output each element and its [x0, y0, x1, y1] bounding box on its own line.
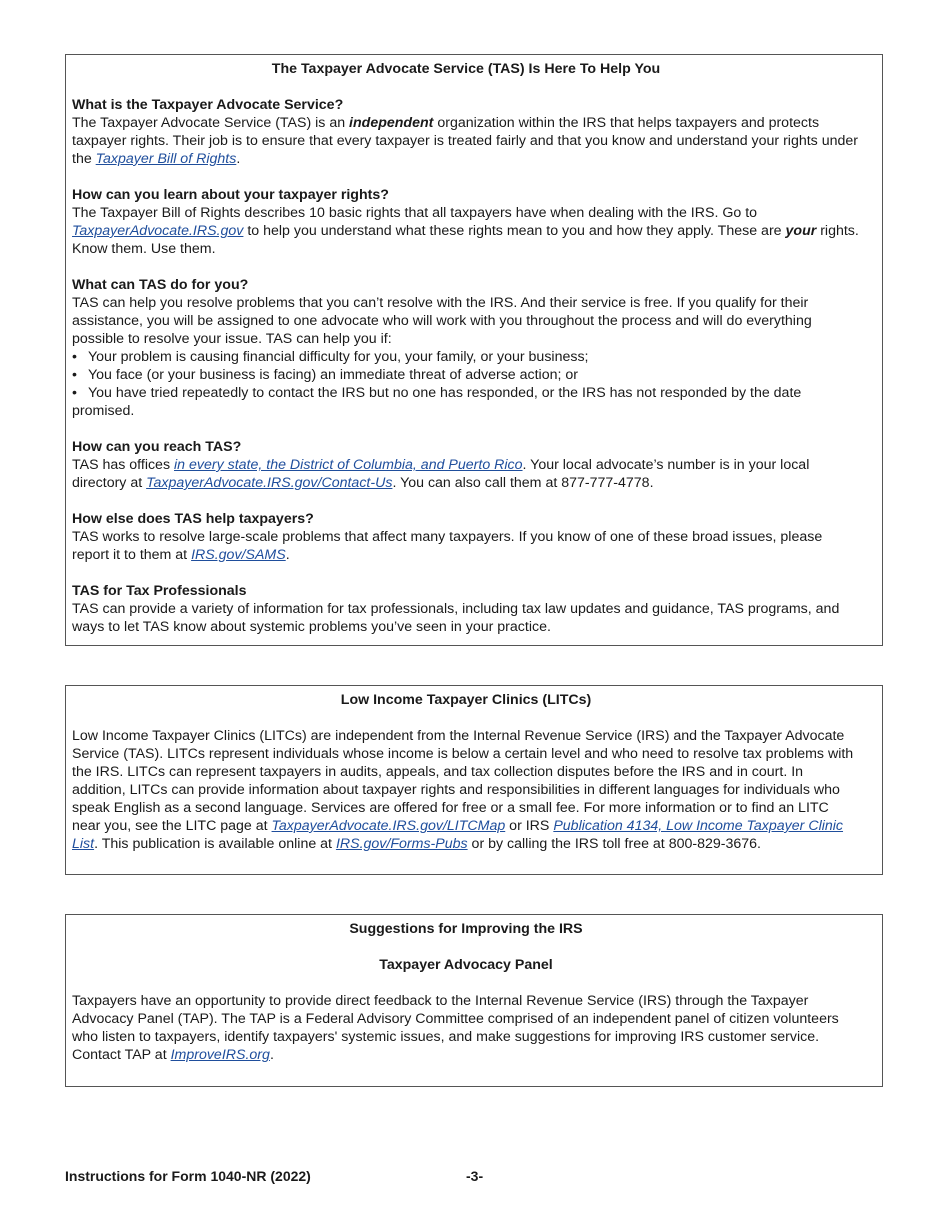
bullet-icon: •	[72, 385, 77, 401]
taxpayer-advocate-link[interactable]: TaxpayerAdvocate.IRS.gov	[72, 223, 244, 239]
tas-help-list	[72, 348, 860, 420]
tas-answer-else: TAS works to resolve large-scale problems that affect many taxpayers. If you know of one of these broad issues, please report it to them at IRS.gov/SAMS.	[72, 529, 823, 563]
suggestions-body: Taxpayers have an opportunity to provide direct feedback to the Internal Revenue Service (IRS) through the Taxpayer Advocacy Panel (TAP). The TAP is a Federal Advisory Committee comprised of an independent panel of citizen volunteers who listen to taxpayers, identify taxpayers' systemic issues, and make suggestions for improving IRS customer service. Contact TAP at ImproveIRS.org.	[72, 993, 839, 1063]
taxpayer-bill-of-rights-link[interactable]: Taxpayer Bill of Rights	[95, 151, 237, 167]
bullet-icon: •	[72, 349, 77, 365]
page-number: -3-	[466, 1168, 484, 1184]
tas-question-reach: How can you reach TAS?	[72, 439, 242, 455]
suggestions-subtitle: Taxpayer Advocacy Panel	[379, 957, 553, 973]
emphasis-your: your	[785, 223, 817, 239]
litc-section	[65, 685, 883, 875]
litc-title: Low Income Taxpayer Clinics (LITCs)	[340, 692, 592, 708]
tas-question-what-can: What can TAS do for you?	[72, 277, 249, 293]
improve-irs-link[interactable]: ImproveIRS.org	[170, 1047, 270, 1063]
bullet-icon: •	[72, 367, 77, 383]
emphasis-independent: independent	[349, 115, 434, 131]
sams-link[interactable]: IRS.gov/SAMS	[191, 547, 286, 563]
tas-answer-what-is: The Taxpayer Advocate Service (TAS) is an independent organization within the IRS that helps taxpayers and protects taxpayer rights. Their job is to ensure that every taxpayer is treated fairly and that you know and understand your rights under the Taxpayer Bill of Rights.	[72, 115, 858, 167]
offices-link[interactable]: in every state, the District of Columbia, and Puerto Rico	[174, 457, 523, 473]
list-item: • You have tried repeatedly to contact the IRS but no one has responded, or the IRS has not responded by the date promised.	[72, 385, 802, 419]
list-item: • You face (or your business is facing) an immediate threat of adverse action; or	[72, 367, 578, 383]
tas-question-else: How else does TAS help taxpayers?	[72, 511, 314, 527]
suggestions-section	[65, 914, 883, 1087]
tas-answer-reach: TAS has offices in every state, the District of Columbia, and Puerto Rico. Your local advocate’s number is in your local directory at TaxpayerAdvocate.IRS.gov/Contact-Us. You can also call them at 877-777-4778.	[72, 457, 810, 491]
list-item: • Your problem is causing financial difficulty for you, your family, or your business;	[72, 349, 589, 365]
tas-section	[65, 54, 883, 646]
publication-4134-link[interactable]: Publication 4134, Low Income Taxpayer Clinic List	[72, 818, 844, 852]
footer-form-title: Instructions for Form 1040-NR (2022)	[65, 1168, 311, 1184]
tas-question-professionals: TAS for Tax Professionals	[72, 583, 247, 599]
contact-us-link[interactable]: TaxpayerAdvocate.IRS.gov/Contact-Us	[146, 475, 393, 491]
tas-answer-what-can: TAS can help you resolve problems that you can’t resolve with the IRS. And their service is free. If you qualify for their assistance, you will be assigned to one advocate who will work with you throughout the process and will do everything possible to resolve your issue. TAS can help you if:	[72, 295, 812, 347]
tas-answer-rights: The Taxpayer Bill of Rights describes 10 basic rights that all taxpayers have when dealing with the IRS. Go to TaxpayerAdvocate.IRS.gov to help you understand what these rights mean to you and how they apply. These are your rights. Know them. Use them.	[72, 205, 859, 257]
forms-pubs-link[interactable]: IRS.gov/Forms-Pubs	[335, 836, 468, 852]
litc-map-link[interactable]: TaxpayerAdvocate.IRS.gov/LITCMap	[271, 818, 506, 834]
tas-title: The Taxpayer Advocate Service (TAS) Is Here To Help You	[271, 61, 661, 77]
tas-question-what-is: What is the Taxpayer Advocate Service?	[72, 97, 344, 113]
tas-question-rights: How can you learn about your taxpayer rights?	[72, 187, 389, 203]
litc-body: Low Income Taxpayer Clinics (LITCs) are independent from the Internal Revenue Service (IRS) and the Taxpayer Advocate Service (TAS). LITCs represent individuals whose income is below a certain level and who need to resolve tax problems with the IRS. LITCs can represent taxpayers in audits, appeals, and tax collection disputes before the IRS and in court. In addition, LITCs can provide information about taxpayer rights and responsibilities in different languages for individuals who speak English as a second language. Services are offered for free or a small fee. For more information or to find an LITC near you, see the LITC page at TaxpayerAdvocate.IRS.gov/LITCMap or IRS Publication 4134, Low Income Taxpayer Clinic List. This publication is available online at IRS.gov/Forms-Pubs or by calling the IRS toll free at 800-829-3676.	[72, 728, 854, 852]
tas-answer-professionals: TAS can provide a variety of information for tax professionals, including tax law updates and guidance, TAS programs, and ways to let TAS know about systemic problems you’ve seen in your practice.	[72, 601, 840, 635]
suggestions-title: Suggestions for Improving the IRS	[349, 921, 583, 937]
